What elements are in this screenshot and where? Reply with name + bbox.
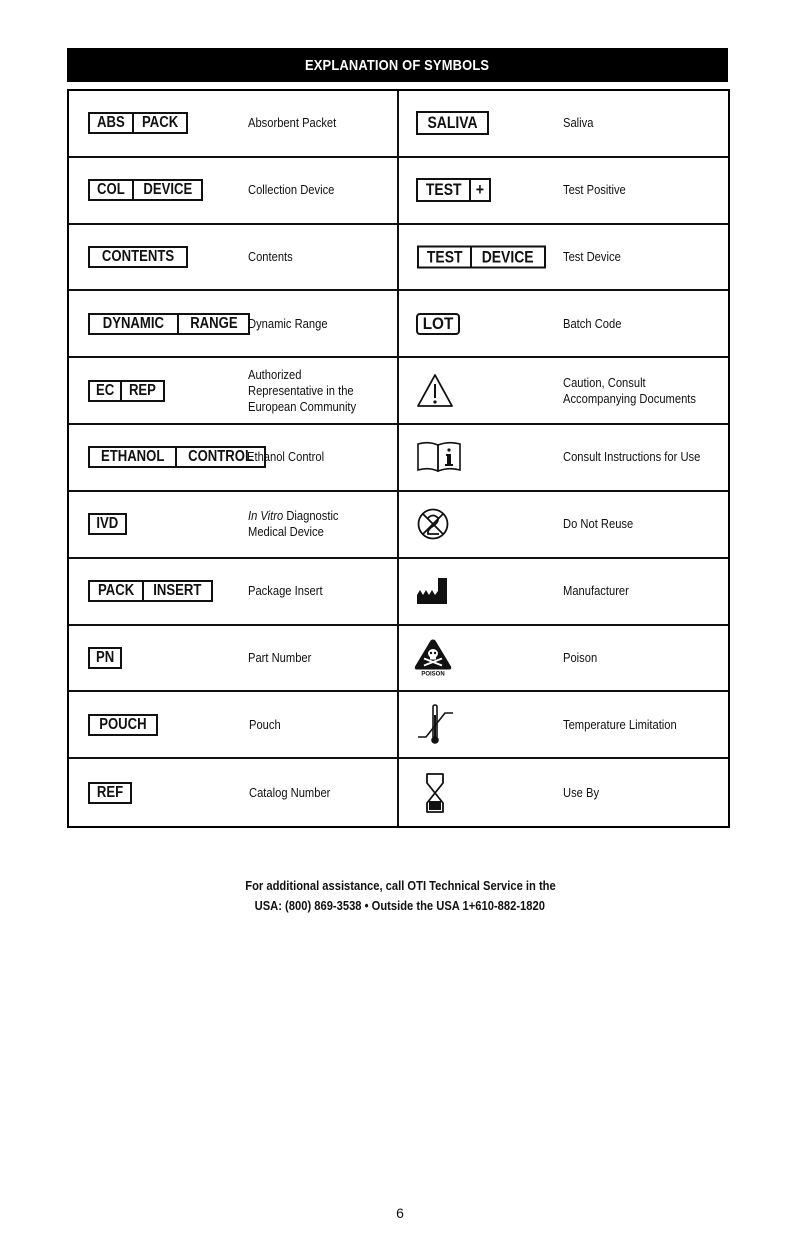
pack-insert-symbol	[88, 580, 213, 602]
lot-icon	[416, 313, 460, 335]
symbol-description: Catalog Number	[249, 784, 331, 800]
symbol-description: Dynamic Range	[248, 315, 328, 331]
use-by-hourglass-icon	[425, 773, 445, 813]
symbol-description: Authorized Representative in the European Community	[248, 366, 357, 414]
symbol-cell-ethanol-control	[69, 425, 399, 492]
caution-warning-icon	[416, 373, 454, 409]
symbol-description: Consult Instructions for Use	[563, 449, 701, 465]
symbol-text: DYNAMIC	[102, 314, 164, 332]
symbol-cell-poison	[399, 626, 728, 693]
symbol-description: Manufacturer	[563, 583, 629, 599]
symbol-text: PACK	[97, 582, 135, 600]
symbol-cell-test-positive	[399, 158, 728, 225]
temperature-limitation-icon	[416, 703, 456, 747]
symbol-description: Collection Device	[248, 182, 335, 198]
symbol-cell-consult-instructions	[399, 425, 728, 492]
symbol-text: COL	[97, 181, 125, 199]
symbol-text: CONTROL	[188, 448, 254, 466]
symbol-description: Package Insert	[248, 583, 323, 599]
symbol-text: ETHANOL	[100, 448, 165, 466]
symbol-text: EC	[96, 381, 115, 399]
symbol-description: Ethanol Control	[247, 449, 325, 465]
ref-symbol	[88, 782, 132, 804]
symbol-text: DEVICE	[143, 181, 192, 199]
symbol-text: INSERT	[153, 582, 202, 600]
symbol-text: TEST	[425, 180, 462, 200]
symbol-cell-manufacturer	[399, 559, 728, 626]
symbol-description: Use By	[563, 784, 600, 800]
symbol-cell-pouch	[69, 692, 399, 759]
symbol-text: PN	[96, 648, 115, 666]
symbol-text: +	[476, 180, 485, 200]
saliva-symbol	[416, 111, 489, 135]
symbol-cell-ec-rep	[69, 358, 399, 425]
symbol-description: Test Positive	[563, 182, 626, 198]
ethanol-control-symbol	[88, 446, 266, 468]
footer-line-2: USA: (800) 869-3538 • Outside the USA 1+610-882-1820	[254, 898, 546, 913]
abs-pack-symbol	[88, 112, 188, 134]
symbol-text: IVD	[96, 515, 119, 533]
symbol-cell-part-number	[69, 626, 399, 693]
symbol-text: RANGE	[189, 314, 238, 332]
manufacturer-factory-icon	[416, 577, 448, 605]
ivd-symbol	[88, 513, 127, 535]
test-device-symbol	[417, 246, 546, 269]
pouch-symbol	[88, 714, 158, 736]
symbol-description: Saliva	[563, 115, 594, 131]
symbol-cell-catalog-number	[69, 759, 399, 826]
col-device-symbol	[88, 179, 203, 201]
symbol-cell-package-insert	[69, 559, 399, 626]
symbol-cell-caution	[399, 358, 728, 425]
symbol-cell-contents	[69, 225, 399, 292]
symbol-cell-temperature-limitation	[399, 692, 728, 759]
symbol-cell-dynamic-range	[69, 291, 399, 358]
symbol-description: Caution, Consult Accompanying Documents	[563, 374, 696, 406]
footer-line-1: For additional assistance, call OTI Technical Service in the	[244, 878, 556, 893]
symbol-description: Do Not Reuse	[563, 516, 634, 532]
symbol-cell-ivd	[69, 492, 399, 559]
poison-icon-label: POISON	[421, 671, 445, 678]
italic-text: In Vitro	[248, 508, 284, 524]
title-text: EXPLANATION OF SYMBOLS	[305, 56, 490, 74]
symbol-description: Absorbent Packet	[248, 115, 337, 131]
symbol-text: POUCH	[99, 715, 147, 733]
description-text: Diagnostic Medical Device	[248, 508, 339, 540]
symbol-text: SALIVA	[427, 113, 478, 133]
symbol-cell-batch-code	[399, 291, 728, 358]
poison-skull-icon	[413, 638, 453, 677]
contents-symbol	[88, 246, 188, 268]
symbol-cell-absorbent-packet	[69, 91, 399, 158]
symbol-description: Poison	[563, 649, 598, 665]
symbol-cell-test-device	[399, 225, 728, 292]
symbol-cell-saliva	[399, 91, 728, 158]
symbol-text: CONTENTS	[101, 248, 175, 266]
symbol-text: TEST	[426, 247, 463, 267]
dynamic-range-symbol	[88, 313, 250, 335]
symbol-description: Pouch	[249, 716, 281, 732]
ec-rep-symbol	[88, 380, 165, 402]
symbol-text: LOT	[422, 313, 454, 333]
consult-instructions-book-icon	[416, 440, 462, 474]
page-number: 6	[396, 1205, 404, 1221]
symbols-table	[67, 89, 730, 828]
symbol-description: Temperature Limitation	[563, 716, 677, 732]
symbol-text: DEVICE	[482, 247, 535, 267]
symbol-description: Part Number	[248, 649, 312, 665]
symbol-cell-collection-device	[69, 158, 399, 225]
pn-symbol	[88, 647, 122, 669]
symbol-cell-use-by	[399, 759, 728, 826]
symbol-description	[248, 508, 353, 540]
do-not-reuse-icon	[416, 507, 450, 541]
symbols-table-title	[67, 48, 728, 82]
symbol-text: PACK	[141, 114, 178, 132]
symbol-text: REF	[96, 783, 124, 801]
symbol-description: Contents	[248, 249, 293, 265]
symbol-cell-do-not-reuse	[399, 492, 728, 559]
test-positive-symbol	[416, 178, 491, 202]
symbol-description: Batch Code	[563, 315, 622, 331]
symbol-text: ABS	[97, 114, 125, 132]
symbol-description: Test Device	[563, 249, 621, 265]
symbol-text: REP	[129, 381, 157, 399]
assistance-footer	[0, 876, 800, 916]
